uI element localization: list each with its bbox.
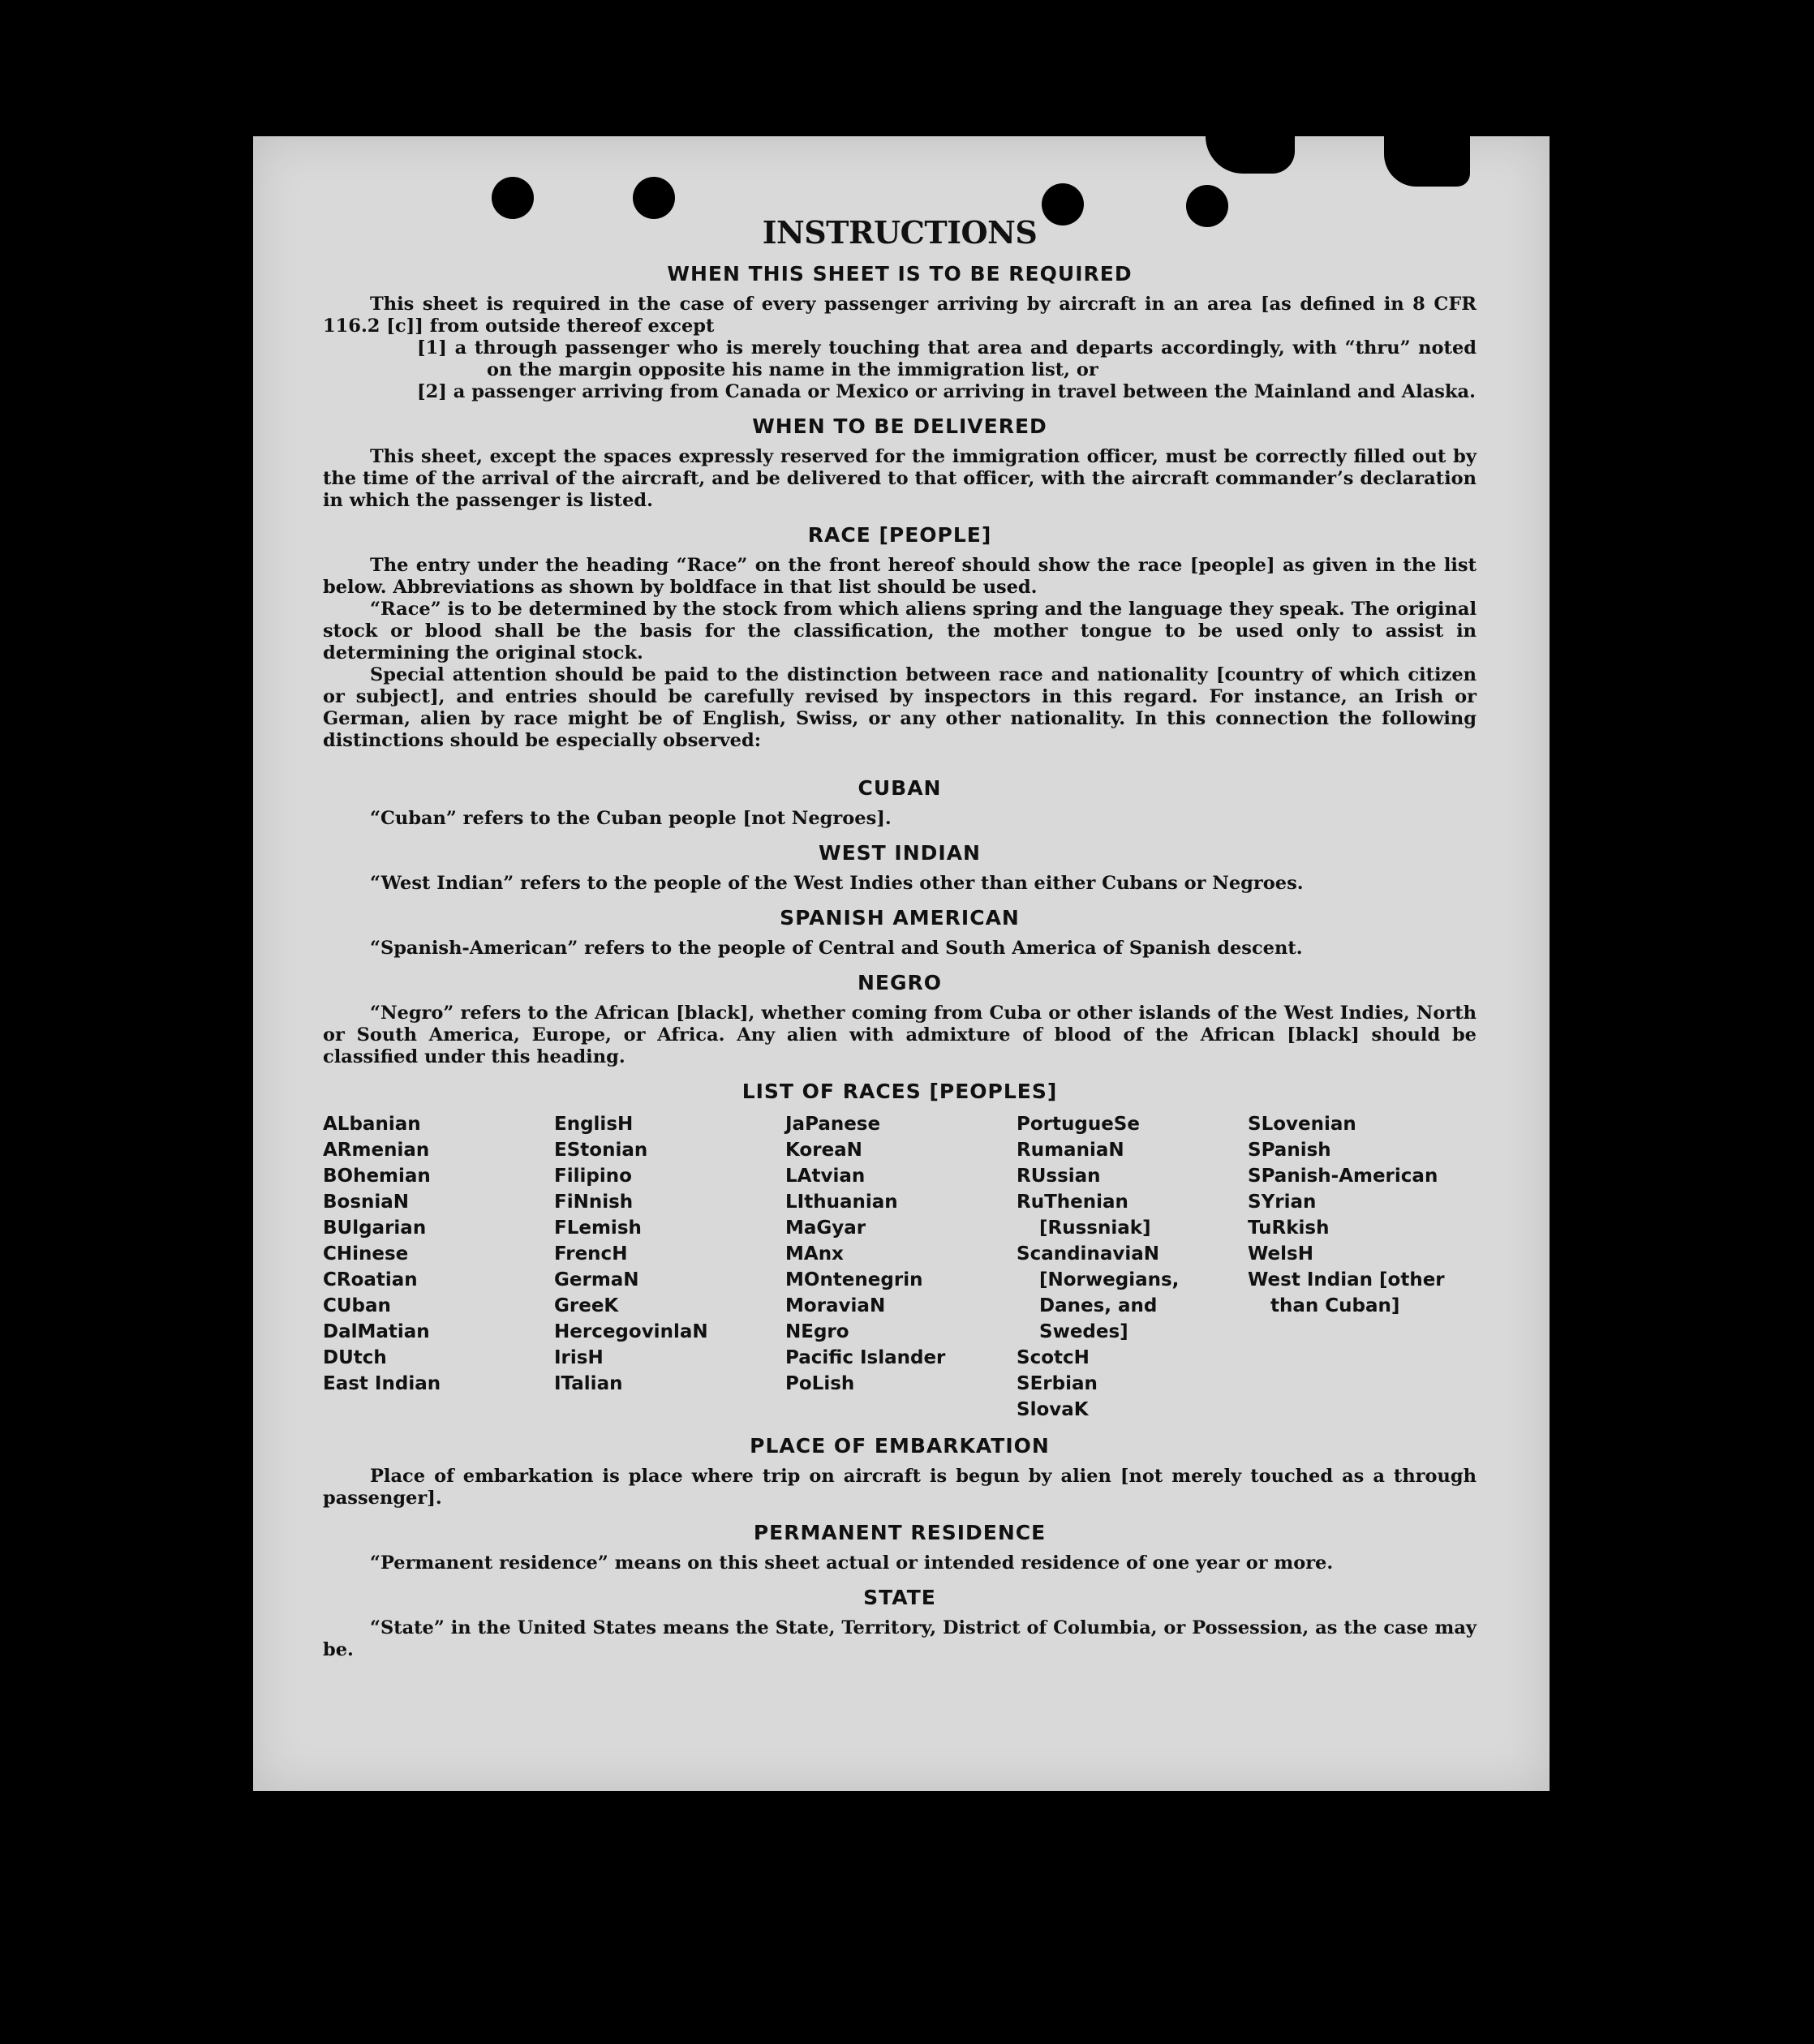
race-entry: PortugueSe [1017,1114,1140,1135]
page-title: INSTRUCTIONS [762,214,1038,251]
race-entry: RumaniaN [1017,1140,1124,1161]
race-entry: CUban [323,1295,391,1316]
section-paragraph: “Permanent residence” means on this sheet actual or intended residence of one year or more. [370,1552,1334,1574]
race-entry: SlovaK [1017,1399,1089,1420]
list-item: [2] a passenger arriving from Canada or Mexico or arriving in travel between the Mainland and Alaska. [417,381,1476,402]
race-entry: JaPanese [785,1114,881,1135]
race-entry: WelsH [1248,1243,1313,1265]
race-entry: ScandinaviaN [Norwegians, Danes, and Swedes] [1017,1243,1180,1342]
section-paragraph: This sheet, except the spaces expressly reserved for the immigration officer, must be correctly filled out by the time of the arrival of the aircraft, and be delivered to that officer, with the aircraft commander’s declaration in which the passenger is listed. [323,446,1477,511]
race-entry: SPanish-American [1248,1166,1438,1187]
section-heading: WHEN TO BE DELIVERED [752,414,1047,438]
race-entry: ScotcH [1017,1347,1090,1368]
race-entry: RuThenian [Russniak] [1017,1192,1151,1239]
race-entry: EStonian [554,1140,648,1161]
race-entry: EnglisH [554,1114,634,1135]
section-heading: SPANISH AMERICAN [780,906,1020,930]
race-entry: East Indian [323,1373,441,1394]
race-entry: SLovenian [1248,1114,1356,1135]
race-entry: ARmenian [323,1140,430,1161]
document-page [253,136,1550,1791]
race-entry: MAnx [785,1243,844,1265]
race-entry: DalMatian [323,1321,430,1342]
race-entry: MaGyar [785,1217,866,1239]
section-heading: PERMANENT RESIDENCE [753,1521,1047,1544]
race-entry: West Indian [other than Cuban] [1248,1269,1445,1316]
race-entry: Pacific Islander [785,1347,946,1368]
race-entry: SYrian [1248,1192,1317,1213]
section-paragraph: Place of embarkation is place where trip on aircraft is begun by alien [not merely touched as a through passenger]. [323,1466,1477,1509]
section-heading: WHEN THIS SHEET IS TO BE REQUIRED [667,262,1133,286]
race-entry: BosniaN [323,1192,410,1213]
race-entry: CRoatian [323,1269,418,1290]
section-paragraph: This sheet is required in the case of every passenger arriving by aircraft in an area [as defined in 8 CFR 116.2 [c]] from outside thereof except [323,294,1477,337]
race-entry: BUlgarian [323,1217,427,1239]
race-entry: SPanish [1248,1140,1331,1161]
section-heading: PLACE OF EMBARKATION [750,1434,1050,1458]
race-entry: BOhemian [323,1166,431,1187]
list-item: [1] a through passenger who is merely touching that area and departs accordingly, with “thru” noted on the margin opposite his name in the immigration list, or [417,337,1477,380]
race-entry: MoraviaN [785,1295,886,1316]
section-paragraph: “Negro” refers to the African [black], whether coming from Cuba or other islands of the West Indies, North or South America, Europe, or Africa. Any alien with admixture of blood of the African [black] should be classified under this heading. [323,1003,1477,1067]
races-heading: LIST OF RACES [PEOPLES] [742,1080,1058,1103]
race-entry: RUssian [1017,1166,1101,1187]
torn-edge-1 [1206,136,1295,174]
race-entry: CHinese [323,1243,409,1265]
document-content [323,214,1477,1661]
race-entry: GermaN [554,1269,639,1290]
race-entry: ITalian [554,1373,623,1394]
races-column [1017,1111,1245,1423]
section-paragraph: “West Indian” refers to the people of the West Indies other than either Cubans or Negroes. [370,873,1304,894]
section-heading: CUBAN [858,776,942,800]
race-entry: FLemish [554,1217,642,1239]
section-paragraph: “Cuban” refers to the Cuban people [not Negroes]. [370,808,892,829]
torn-edge-2 [1384,136,1470,187]
section-heading: RACE [PEOPLE] [807,523,992,547]
race-entry: FiNnish [554,1192,634,1213]
race-entry: ALbanian [323,1114,421,1135]
races-column [1248,1111,1477,1423]
races-list [323,1111,1477,1423]
race-entry: Filipino [554,1166,632,1187]
punch-hole-1 [492,177,534,219]
race-entry: SErbian [1017,1373,1098,1394]
races-column [323,1111,552,1423]
race-entry: MOntenegrin [785,1269,923,1290]
section-paragraph: Special attention should be paid to the distinction between race and nationality [country of which citizen or subject], and entries should be carefully revised by inspectors in this regard. For instance, an Irish or German, alien by race might be of English, Swiss, or any other nationality. In this connection the following distinctions should be especially observed: [323,664,1477,751]
section-heading: WEST INDIAN [819,841,981,865]
race-entry: IrisH [554,1347,604,1368]
race-entry: PoLish [785,1373,855,1394]
section-paragraph: “Spanish-American” refers to the people of Central and South America of Spanish descent. [370,938,1303,959]
section-heading: STATE [863,1586,936,1609]
race-entry: LAtvian [785,1166,866,1187]
punch-hole-2 [633,177,675,219]
section-heading: NEGRO [857,971,943,994]
race-entry: KoreaN [785,1140,862,1161]
race-entry: HercegovinlaN [554,1321,708,1342]
race-entry: LIthuanian [785,1192,898,1213]
race-entry: NEgro [785,1321,849,1342]
race-entry: FrencH [554,1243,628,1265]
section-paragraph: “Race” is to be determined by the stock from which aliens spring and the language they speak. The original stock or blood shall be the basis for the classification, the mother tongue to be used only to assist in determining the original stock. [323,599,1477,663]
race-entry: DUtch [323,1347,387,1368]
races-column [554,1111,783,1423]
race-entry: GreeK [554,1295,619,1316]
race-entry: TuRkish [1248,1217,1330,1239]
section-paragraph: “State” in the United States means the State, Territory, District of Columbia, or Possession, as the case may be. [323,1617,1477,1660]
races-column [785,1111,1014,1423]
section-paragraph: The entry under the heading “Race” on the front hereof should show the race [people] as given in the list below. Abbreviations as shown by boldface in that list should be used. [323,555,1477,598]
